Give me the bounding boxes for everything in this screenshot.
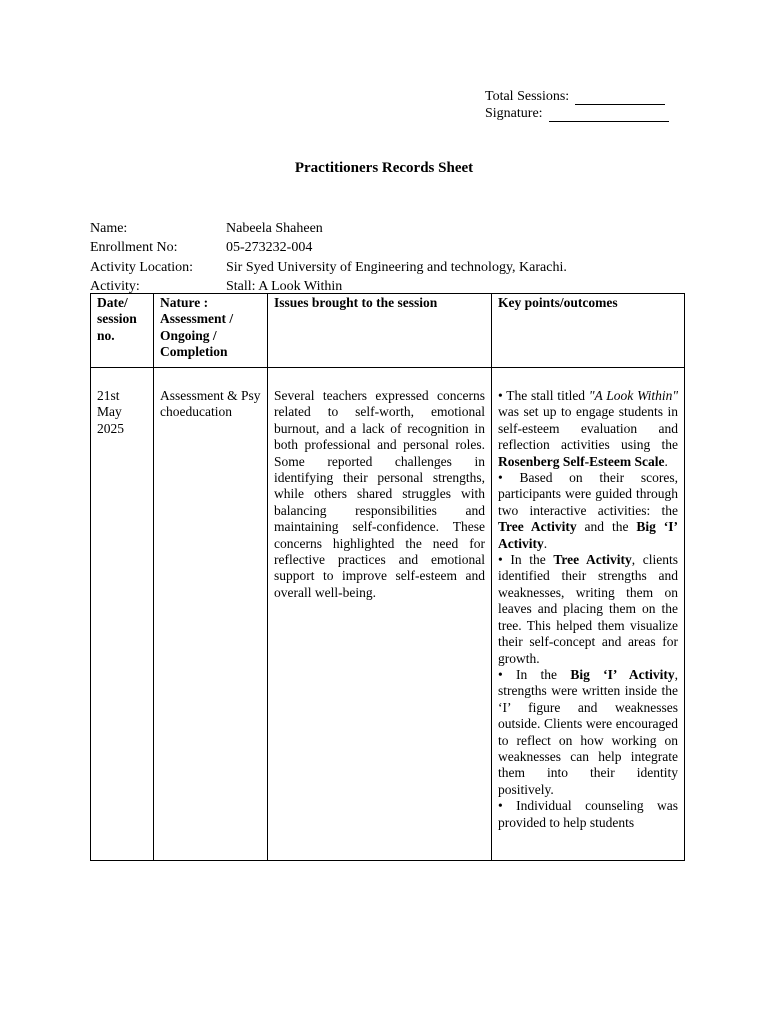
keypoint-3 — [498, 552, 678, 667]
page-title: Practitioners Records Sheet — [294, 160, 474, 176]
activity-label: Activity: — [90, 278, 140, 294]
signature-line — [549, 108, 669, 122]
kp-text: and the — [576, 519, 637, 535]
table-row — [91, 368, 685, 861]
kp-bold: Big ‘I’ Activity — [570, 666, 675, 682]
kp-text: , clients identified their strengths and weaknesses, writing them on leaves and placing them on the tree. This helped them visualize their self-concept and areas for growth. — [498, 552, 678, 666]
header-date-line: session — [97, 311, 137, 327]
signature-label: Signature: — [485, 106, 543, 121]
kp-bold: Rosenberg Self-Esteem Scale — [498, 453, 665, 469]
kp-text: • Based on their scores, participants were guided through two interactive activities: the — [498, 470, 678, 518]
kp-bold: Big ‘I’ Activity — [498, 519, 678, 551]
enrollment-row — [90, 238, 567, 257]
keypoint-2 — [498, 470, 678, 552]
name-row — [90, 219, 567, 238]
header-keypoints: Key points/outcomes — [492, 294, 685, 368]
enrollment-label: Enrollment No: — [90, 240, 178, 256]
keypoint-4 — [498, 667, 678, 798]
location-value: Sir Syed University of Engineering and technology, Karachi. — [226, 259, 567, 275]
header-date — [91, 294, 154, 368]
name-value: Nabeela Shaheen — [226, 221, 323, 236]
kp-italic: "A Look Within" — [588, 388, 678, 403]
table-header-row — [91, 294, 685, 368]
header-nature-line: Completion — [160, 344, 228, 360]
location-row — [90, 258, 567, 277]
total-sessions-row — [485, 88, 669, 105]
cell-issues: Several teachers expressed concerns related to self-worth, emotional burnout, and a lack of recognition in both professional and personal roles. Some reported challenges in identifying their personal strengths, while others shared struggles with balancing responsibilities and maintaining self-confidence. These concerns highlighted the need for reflective practices and emotional support to improve self-esteem and overall well-being. — [268, 368, 492, 861]
info-block — [90, 219, 567, 296]
location-label: Activity Location: — [90, 259, 194, 275]
cell-date: 21st May 2025 — [91, 368, 154, 861]
header-fields — [485, 88, 669, 122]
header-date-line: Date/ — [97, 295, 128, 310]
kp-bold: Tree Activity — [553, 552, 632, 568]
kp-bold: Tree Activity — [498, 519, 577, 535]
keypoint-1 — [498, 388, 678, 470]
keypoint-5: • Individual counseling was provided to help students — [498, 798, 678, 830]
header-issues: Issues brought to the session — [268, 294, 492, 368]
activity-value: Stall: A Look Within — [226, 278, 343, 294]
enrollment-value: 05-273232-004 — [226, 240, 313, 256]
header-nature — [154, 294, 268, 368]
kp-text: • In the — [498, 666, 571, 682]
name-label: Name: — [90, 221, 128, 236]
cell-nature: Assessment & Psychoeducation — [154, 368, 268, 861]
header-date-line: no. — [97, 327, 115, 343]
kp-text: . — [664, 453, 668, 469]
header-nature-line: Assessment / — [160, 311, 234, 327]
kp-text: • In the — [498, 552, 554, 568]
cell-keypoints — [492, 368, 685, 861]
records-table — [90, 293, 685, 861]
header-nature-line: Ongoing / — [160, 327, 217, 343]
total-sessions-label: Total Sessions: — [485, 89, 570, 104]
kp-text: , strengths were written inside the ‘I’ figure and weaknesses outside. Clients were encouraged to reflect on how working on weaknesses can help integrate them into their identity positively. — [498, 666, 678, 797]
kp-text: • The stall titled — [498, 388, 589, 403]
total-sessions-line — [575, 91, 665, 105]
kp-text: . — [543, 535, 548, 551]
kp-text: was set up to engage students in self-esteem evaluation and reflection activities using the — [498, 404, 678, 453]
header-nature-line: Nature : — [160, 295, 209, 310]
signature-row — [485, 105, 669, 122]
